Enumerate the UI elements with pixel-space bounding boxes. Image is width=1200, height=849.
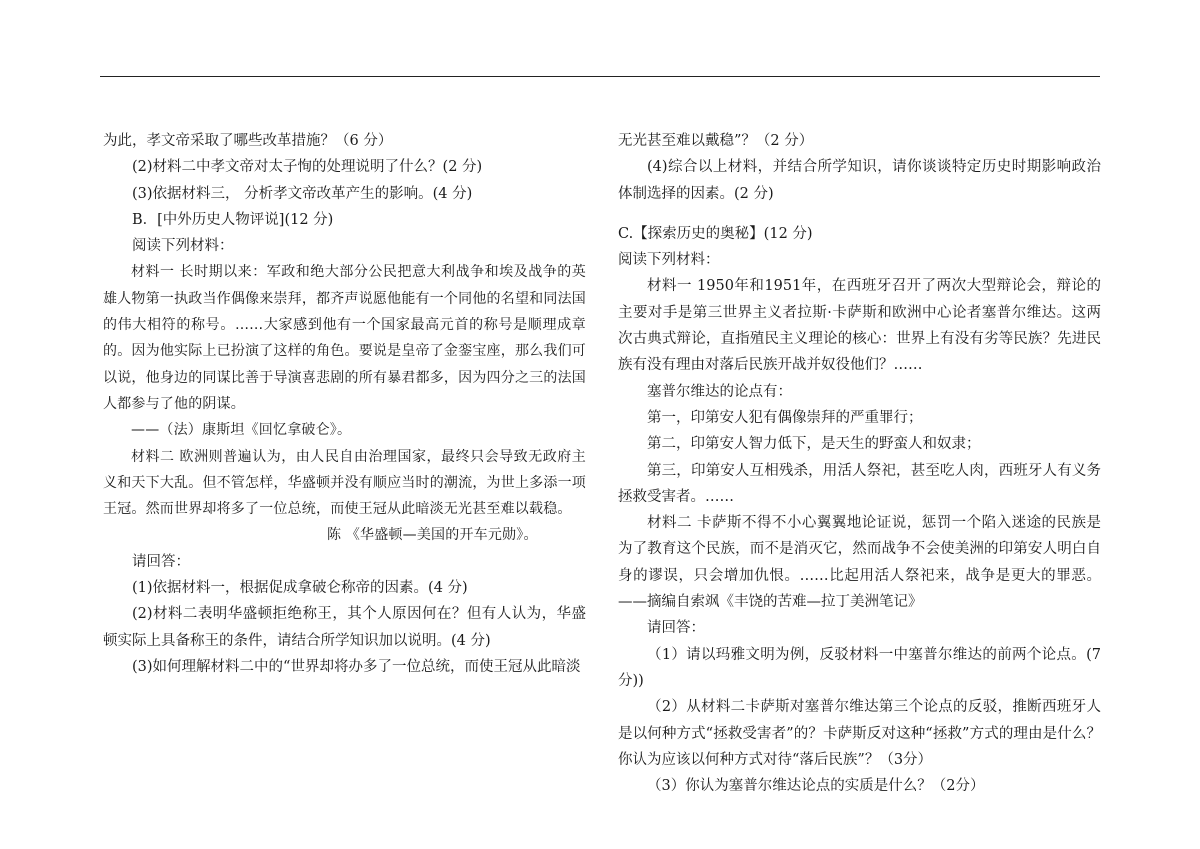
- material-2-source: 陈 《华盛顿—美国的开车元勋》。: [327, 527, 538, 544]
- read-prompt: 阅读下列材料：: [132, 238, 234, 255]
- section-gap: [618, 207, 1101, 221]
- c-question-1: （1）请以玛雅文明为例，反驳材料一中塞普尔维达的前两个论点。(7分)): [618, 646, 1101, 689]
- c-read-prompt: 阅读下列材料：: [618, 252, 720, 269]
- b-question-4: (4)综合以上材料，并结合所学知识，请你谈谈特定历史时期影响政治体制选择的因素。(2 分): [618, 159, 1101, 202]
- header-rule: [100, 76, 1100, 77]
- c-question-2: （2）从材料二卡萨斯对塞普尔维达第三个论点的反驳，推断西班牙人是以何种方式“拯救受害者”的？卡萨斯反对这种“拯救”方式的理由是什么？你认为应该以何种方式对待“落后民族”？（3分）: [618, 699, 1101, 768]
- c-point-3: 第三，印第安人互相残杀，用活人祭祀，甚至吃人肉，西班牙人有义务拯救受害者。……: [618, 462, 1101, 505]
- c-point-1: 第一，印第安人犯有偶像崇拜的严重罪行；: [647, 409, 923, 426]
- b-question-3: (3)如何理解材料二中的“世界却将办多了一位总统，而使王冠从此暗淡: [132, 658, 581, 675]
- c-point-2: 第二，印第安人智力低下，是天生的野蛮人和奴隶；: [647, 436, 981, 453]
- section-b-heading: B．[中外历史人物评说](12 分): [132, 211, 334, 228]
- c-answer-prompt: 请回答：: [647, 620, 705, 637]
- question-reform-measures: 为此，孝文帝采取了哪些改革措施？（6 分）: [103, 133, 393, 149]
- right-column: [618, 128, 1101, 799]
- b-question-1: (1)依据材料一，根据促成拿破仑称帝的因素。(4 分): [132, 580, 468, 597]
- b-question-2: (2)材料二表明华盛顿拒绝称王，其个人原因何在？但有人认为，华盛顿实际上具备称王的条件，请结合所学知识加以说明。(4 分): [103, 606, 586, 649]
- b-question-3-continued: 无光甚至难以戴稳”？（2 分）: [618, 133, 814, 149]
- material-1-source: ——（法）康斯坦《回忆拿破仑》。: [131, 422, 352, 439]
- material-1-text: 材料一 长时期以来：军政和绝大部分公民把意大利战争和埃及战争的英雄人物第一执政当作偶像来崇拜，都齐声说愿他能有一个同他的名望和同法国的伟大相符的称号。……大家感到他有一个国家最高元首的称号是顺理成章的。因为他实际上已扮演了这样的角色。要说是皇帝了金銮宝座，那么我们可以说，他身边的同谋比善于导演喜悲剧的所有暴君都多，因为四分之三的法国人都参与了他的阴谋。: [103, 264, 586, 412]
- question-3: (3)依据材料三， 分析孝文帝改革产生的影响。(4 分): [132, 185, 473, 202]
- answer-prompt: 请回答：: [132, 553, 190, 570]
- c-question-3: （3）你认为塞普尔维达论点的实质是什么？（2分）: [647, 778, 985, 795]
- c-material-2: 材料二 卡萨斯不得不小心翼翼地论证说，惩罚一个陷入迷途的民族是为了教育这个民族，而不是消灭它，然而战争不会使美洲的印第安人明白自身的谬误，只会增加仇恨。……比起用活人祭祀来，战争是更大的罪恶。 ——摘编自索飒《丰饶的苦难—拉丁美洲笔记》: [618, 515, 1101, 611]
- left-column: [103, 128, 586, 680]
- c-points-intro: 塞普尔维达的论点有：: [647, 383, 792, 400]
- section-c-heading: C.【探索历史的奥秘】(12 分): [618, 225, 813, 242]
- c-material-1: 材料一 1950年和1951年，在西班牙召开了两次大型辩论会，辩论的主要对手是第三世界主义者拉斯·卡萨斯和欧洲中心论者塞普尔维达。这两次古典式辩论，直指殖民主义理论的核心：世界上有没有劣等民族？先进民族有没有理由对落后民族开战并奴役他们？……: [618, 278, 1101, 374]
- question-2: (2)材料二中孝文帝对太子恂的处理说明了什么？(2 分): [132, 159, 483, 176]
- material-2-text: 材料二 欧洲则普遍认为，由人民自由治理国家，最终只会导致无政府主义和天下大乱。但不管怎样，华盛顿并没有顺应当时的潮流，为世上多添一项王冠。然而世界却将多了一位总统，而使王冠从此暗淡无光甚至难以载稳。: [103, 448, 586, 518]
